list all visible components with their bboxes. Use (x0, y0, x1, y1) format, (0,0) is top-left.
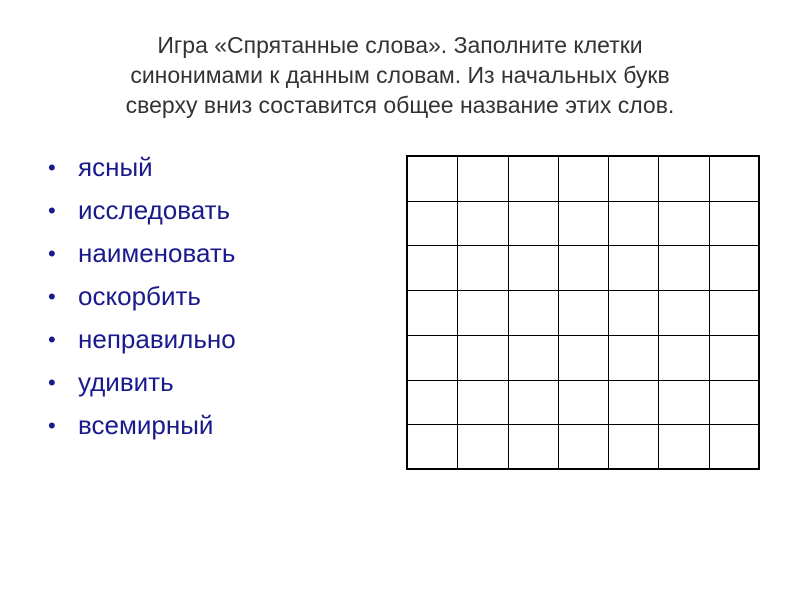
word-label: всемирный (78, 410, 214, 440)
bullet-icon: • (48, 413, 56, 438)
bullet-icon: • (48, 327, 56, 352)
grid-cell[interactable] (458, 157, 508, 202)
grid-cell[interactable] (659, 291, 709, 336)
grid-cell[interactable] (458, 246, 508, 291)
grid-cell[interactable] (408, 381, 458, 426)
bullet-icon: • (48, 284, 56, 309)
grid-cell[interactable] (559, 381, 609, 426)
list-item (48, 232, 236, 275)
grid-cell[interactable] (559, 202, 609, 247)
grid-cell[interactable] (458, 336, 508, 381)
grid-cell[interactable] (458, 381, 508, 426)
list-item (48, 361, 236, 404)
grid-cell[interactable] (509, 381, 559, 426)
bullet-icon: • (48, 155, 56, 180)
title-line-3: сверху вниз составится общее название этих слов. (125, 92, 675, 118)
puzzle-grid (406, 155, 760, 470)
grid-cell[interactable] (408, 425, 458, 470)
grid-cell[interactable] (509, 291, 559, 336)
list-item (48, 146, 236, 189)
grid-cell[interactable] (659, 202, 709, 247)
grid-cell[interactable] (408, 157, 458, 202)
word-label: неправильно (78, 324, 236, 354)
grid-cell[interactable] (509, 202, 559, 247)
grid-cell[interactable] (609, 336, 659, 381)
grid-cell[interactable] (659, 157, 709, 202)
grid-cell[interactable] (710, 202, 760, 247)
grid-cell[interactable] (408, 291, 458, 336)
grid-cell[interactable] (659, 425, 709, 470)
grid-cell[interactable] (609, 425, 659, 470)
grid-cell[interactable] (509, 246, 559, 291)
title-line-1: Игра «Спрятанные слова». Заполните клетки (157, 32, 643, 58)
grid-cell[interactable] (509, 425, 559, 470)
grid-cell[interactable] (609, 202, 659, 247)
list-item (48, 318, 236, 361)
grid-cell[interactable] (710, 425, 760, 470)
grid-cell[interactable] (710, 336, 760, 381)
grid-cell[interactable] (559, 157, 609, 202)
list-item (48, 404, 236, 447)
grid-cell[interactable] (509, 336, 559, 381)
page-title (60, 30, 740, 120)
word-label: исследовать (78, 195, 231, 225)
bullet-icon: • (48, 241, 56, 266)
grid-cell[interactable] (458, 425, 508, 470)
grid-cell[interactable] (458, 202, 508, 247)
title-line-2: синонимами к данным словам. Из начальных букв (130, 62, 670, 88)
grid-cell[interactable] (408, 336, 458, 381)
bullet-icon: • (48, 370, 56, 395)
grid-cell[interactable] (710, 157, 760, 202)
list-item (48, 189, 236, 232)
word-label: оскорбить (78, 281, 201, 311)
word-label: ясный (78, 152, 153, 182)
grid-cell[interactable] (559, 425, 609, 470)
grid-cell[interactable] (609, 381, 659, 426)
grid-cell[interactable] (710, 381, 760, 426)
grid-cell[interactable] (659, 336, 709, 381)
word-list (48, 146, 236, 447)
grid-cell[interactable] (609, 246, 659, 291)
word-label: удивить (78, 367, 174, 397)
grid-cell[interactable] (710, 246, 760, 291)
grid-cell[interactable] (710, 291, 760, 336)
grid-cell[interactable] (559, 246, 609, 291)
grid-cell[interactable] (659, 381, 709, 426)
list-item (48, 275, 236, 318)
grid-cell[interactable] (408, 202, 458, 247)
grid-cell[interactable] (559, 336, 609, 381)
grid-cell[interactable] (559, 291, 609, 336)
word-label: наименовать (78, 238, 236, 268)
grid-cell[interactable] (659, 246, 709, 291)
grid-cell[interactable] (458, 291, 508, 336)
grid-cell[interactable] (408, 246, 458, 291)
grid-cell[interactable] (609, 291, 659, 336)
grid-cell[interactable] (509, 157, 559, 202)
bullet-icon: • (48, 198, 56, 223)
grid-cell[interactable] (609, 157, 659, 202)
